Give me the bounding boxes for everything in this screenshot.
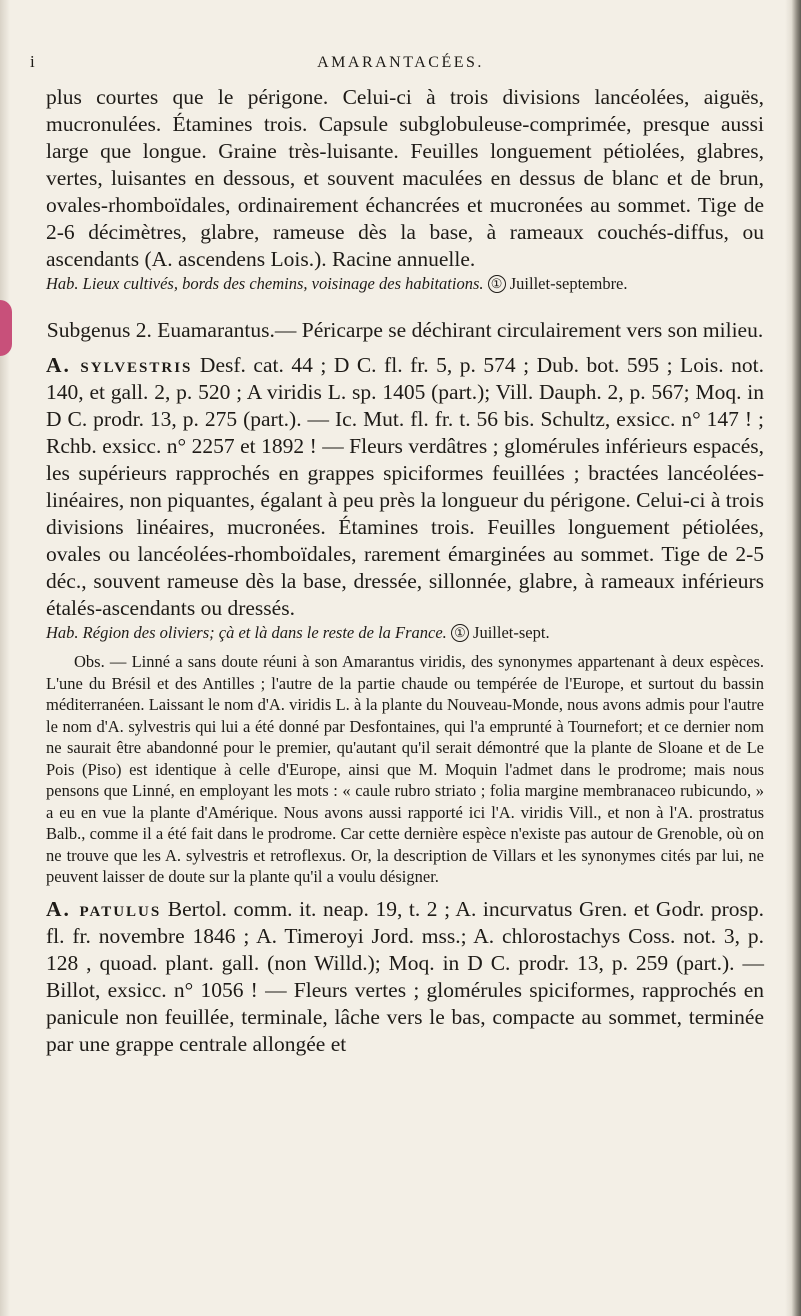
page-left-shadow: [0, 0, 10, 1316]
annual-symbol-icon: ①: [451, 624, 469, 642]
habitat-note: [46, 273, 764, 295]
annual-symbol-icon: ①: [488, 275, 506, 293]
paragraph-description: plus courtes que le périgone. Celui-ci à trois divisions lancéolées, aiguës, mucronulées. Étamines trois. Capsule subglobuleuse-comprimée, presque aussi large que longue. Graine très-luisante. Feuilles longuement pétiolées, glabres, vertes, luisantes en dessous, et souvent maculées en dessus de blanc et de brun, ovales-rhomboïdales, ordinairement échancrées et mucronées au sommet. Tige de 2-6 décimètres, glabre, rameuse dès la base, à rameaux couchés-diffus, ou ascendants (A. ascendens Lois.). Racine annuelle.: [46, 85, 764, 271]
habitat-period: Juillet-sept.: [473, 622, 550, 642]
habitat-note: [46, 622, 764, 644]
subgenus-heading: Subgenus 2. Euamarantus.— Péricarpe se déchirant circulairement vers son milieu.: [46, 317, 764, 342]
pink-tab-marker: [0, 300, 12, 356]
habitat-text: Hab. Lieux cultivés, bords des chemins, voisinage des habitations.: [46, 274, 484, 293]
observation-note: Obs. — Linné a sans doute réuni à son Amarantus viridis, des synonymes appartenant à deux espèces. L'une du Brésil et des Antilles ; l'autre de la partie chaude ou tempérée de l'Europe, et surtout du bassin méditerranéen. Laissant le nom d'A. viridis L. à la plante du Nouveau-Monde, nous avons admis pour l'autre le nom d'A. sylvestris qui lui a été donné par Desfontaines, qui l'a emprunté à Tournefort; et ce dernier nom ne saurait être abandonné pour le premier, qu'autant qu'il serait démontré que la plante de Sloane et de Le Pois (Piso) est identique à celle d'Europe, ainsi que M. Moquin l'admet dans le prodrome; mais nous pensons que Linné, en employant les mots : « caule rubro striato ; folia margine membranaceo rubicundo, » a eu en vue la plante d'Amérique. Nous avons aussi rapporté ici l'A. viridis Vill., et non à l'A. prostratus Balb., comme il a été fait dans le prodrome. Car cette dernière espèce n'existe pas autour de Grenoble, où on ne trouve que les A. sylvestris et retroflexus. Or, la description de Villars et les synonymes cités par lui, ne peuvent laisser de doute sur la plante qu'il a voulu désigner.: [46, 652, 764, 886]
species-entry-patulus: [46, 896, 764, 1058]
page-number: i: [30, 52, 35, 71]
species-text: Bertol. comm. it. neap. 19, t. 2 ; A. incurvatus Gren. et Godr. prosp. fl. fr. novembre 1846 ; A. Timeroyi Jord. mss.; A. chlorostachys Coss. not. 3, p. 128 , quoad. plant. gall. (non Willd.); Moq. in D C. prodr. 13, p. 259 (part.). — Billot, exsicc. n° 1056 ! — Fleurs vertes ; glomérules spiciformes, rapprochés en panicule non feuillée, terminale, lâche vers le bas, compacte au sommet, terminée par une grappe centrale allongée et: [46, 896, 764, 1056]
page-header: [0, 52, 801, 76]
species-name: A. sylvestris: [46, 352, 193, 377]
page-right-edge: [785, 0, 801, 1316]
species-name: A. patulus: [46, 896, 162, 921]
text-column: [46, 84, 764, 1058]
running-title: AMARANTACÉES.: [317, 54, 484, 71]
habitat-period: Juillet-septembre.: [509, 274, 628, 293]
species-entry-sylvestris: [46, 352, 764, 622]
habitat-text: Hab. Région des oliviers; çà et là dans le reste de la France.: [46, 622, 447, 642]
species-text: Desf. cat. 44 ; D C. fl. fr. 5, p. 574 ; Dub. bot. 595 ; Lois. not. 140, et gall. 2, p. 520 ; A viridis L. sp. 1405 (part.); Vill. Dauph. 2, p. 567; Moq. in D C. prodr. 13, p. 275 (part.). — Ic. Mut. fl. fr. t. 56 bis. Schultz, exsicc. n° 147 ! ; Rchb. exsicc. n° 2257 et 1892 ! — Fleurs verdâtres ; glomérules inférieurs espacés, les supérieurs rapprochés en grappes spiciformes feuillées ; bractées lancéolées-linéaires, non piquantes, égalant à peu près la longueur du périgone. Celui-ci à trois divisions linéaires, mucronées. Étamines trois. Feuilles longuement pétiolées, ovales ou lancéolées-rhomboïdales, rarement émarginées au sommet. Tige de 2-5 déc., souvent rameuse dès la base, dressée, sillonnée, glabre, à rameaux inférieurs étalés-ascendants ou dressés.: [46, 352, 765, 620]
